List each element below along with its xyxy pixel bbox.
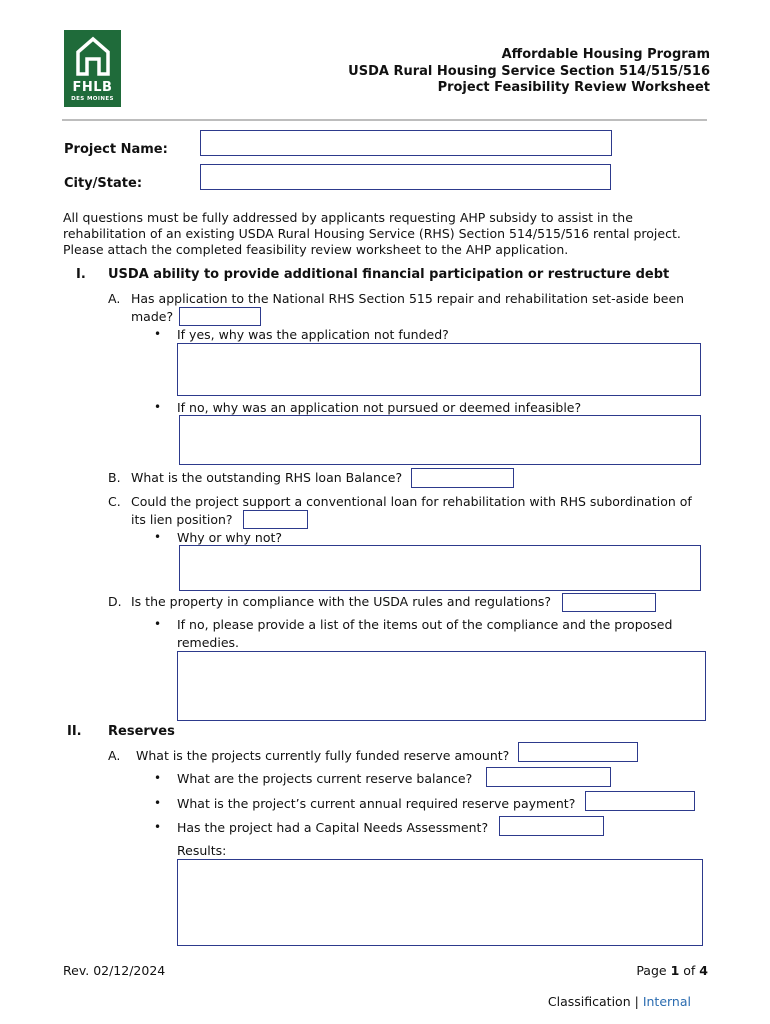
bullet-icon: •	[154, 400, 162, 414]
section-2-title: Reserves	[108, 724, 175, 739]
revision-date: Rev. 02/12/2024	[63, 963, 166, 978]
bullet-icon: •	[154, 530, 162, 544]
city-state-input[interactable]	[200, 164, 611, 190]
classification-label: Classification	[547, 994, 631, 1009]
question-2a-bullet-2: What is the project’s current annual required reserve payment?	[177, 796, 576, 811]
question-1a-answer-input[interactable]	[179, 307, 261, 326]
header-divider	[62, 119, 707, 121]
section-2-number: II.	[67, 724, 82, 739]
reserve-amount-input[interactable]	[518, 742, 638, 762]
page-prefix: Page	[636, 963, 667, 978]
intro-line-3: Please attach the completed feasibility review worksheet to the AHP application.	[63, 242, 569, 257]
question-1d-text: Is the property in compliance with the USDA rules and regulations?	[131, 594, 552, 609]
page-current: 1	[670, 963, 680, 978]
logo-subtext: DES MOINES	[71, 96, 114, 102]
compliance-remedies-textarea[interactable]	[177, 651, 706, 721]
project-name-label: Project Name:	[64, 142, 168, 157]
bullet-icon: •	[154, 617, 162, 631]
results-label: Results:	[177, 843, 227, 858]
intro-line-1: All questions must be fully addressed by applicants requesting AHP subsidy to assist in the	[63, 210, 633, 225]
question-2a-bullet-1: What are the projects current reserve balance?	[177, 771, 473, 786]
bullet-icon: •	[154, 820, 162, 834]
question-1c-line-1: Could the project support a conventional loan for rehabilitation with RHS subordination of	[131, 494, 692, 509]
city-state-label: City/State:	[64, 176, 143, 191]
page-total: 4	[699, 963, 708, 978]
bullet-icon: •	[154, 327, 162, 341]
question-2a-text: What is the projects currently fully funded reserve amount?	[136, 748, 510, 763]
question-1c-bullet-1: Why or why not?	[177, 530, 283, 545]
question-1a-no-textarea[interactable]	[179, 415, 701, 465]
question-1a-letter: A.	[108, 291, 121, 306]
question-1d-letter: D.	[108, 594, 122, 609]
classification-separator: |	[634, 994, 639, 1009]
intro-line-2: rehabilitation of an existing USDA Rural Housing Service (RHS) Section 514/515/516 rental project.	[63, 226, 681, 241]
header-title: Project Feasibility Review Worksheet	[437, 80, 710, 95]
header-program: Affordable Housing Program	[501, 47, 710, 62]
rhs-loan-balance-input[interactable]	[411, 468, 514, 488]
question-1a-bullet-1: If yes, why was the application not funded?	[177, 327, 449, 342]
project-name-input[interactable]	[200, 130, 612, 156]
page-of: of	[683, 963, 696, 978]
section-1-number: I.	[76, 267, 86, 282]
classification-value: Internal	[642, 994, 691, 1009]
question-1c-answer-input[interactable]	[243, 510, 308, 529]
question-1c-letter: C.	[108, 494, 121, 509]
bullet-icon: •	[154, 796, 162, 810]
classification	[548, 994, 691, 1009]
section-1-title: USDA ability to provide additional financial participation or restructure debt	[108, 267, 670, 282]
usda-compliance-input[interactable]	[562, 593, 656, 612]
bullet-icon: •	[154, 771, 162, 785]
question-1a-yes-textarea[interactable]	[177, 343, 701, 396]
question-1a-line-2: made?	[131, 309, 174, 324]
question-1d-bullet-1-line-1: If no, please provide a list of the items out of the compliance and the proposed	[177, 617, 673, 632]
question-1c-why-textarea[interactable]	[179, 545, 701, 591]
results-textarea[interactable]	[177, 859, 703, 946]
logo-text: FHLB	[72, 80, 113, 95]
question-1a-line-1: Has application to the National RHS Section 515 repair and rehabilitation set-aside been	[131, 291, 685, 306]
question-1b-text: What is the outstanding RHS loan Balance?	[131, 470, 403, 485]
header-section: USDA Rural Housing Service Section 514/515/516	[348, 64, 710, 79]
question-1c-line-2: its lien position?	[131, 512, 233, 527]
capital-needs-input[interactable]	[499, 816, 604, 836]
question-2a-letter: A.	[108, 748, 121, 763]
reserve-payment-input[interactable]	[585, 791, 695, 811]
fhlb-logo	[64, 30, 121, 107]
house-icon	[75, 36, 111, 76]
question-1b-letter: B.	[108, 470, 121, 485]
reserve-balance-input[interactable]	[486, 767, 611, 787]
question-2a-bullet-3: Has the project had a Capital Needs Assessment?	[177, 820, 489, 835]
page-indicator	[636, 963, 708, 978]
question-1d-bullet-1-line-2: remedies.	[177, 635, 240, 650]
question-1a-bullet-2: If no, why was an application not pursued or deemed infeasible?	[177, 400, 582, 415]
